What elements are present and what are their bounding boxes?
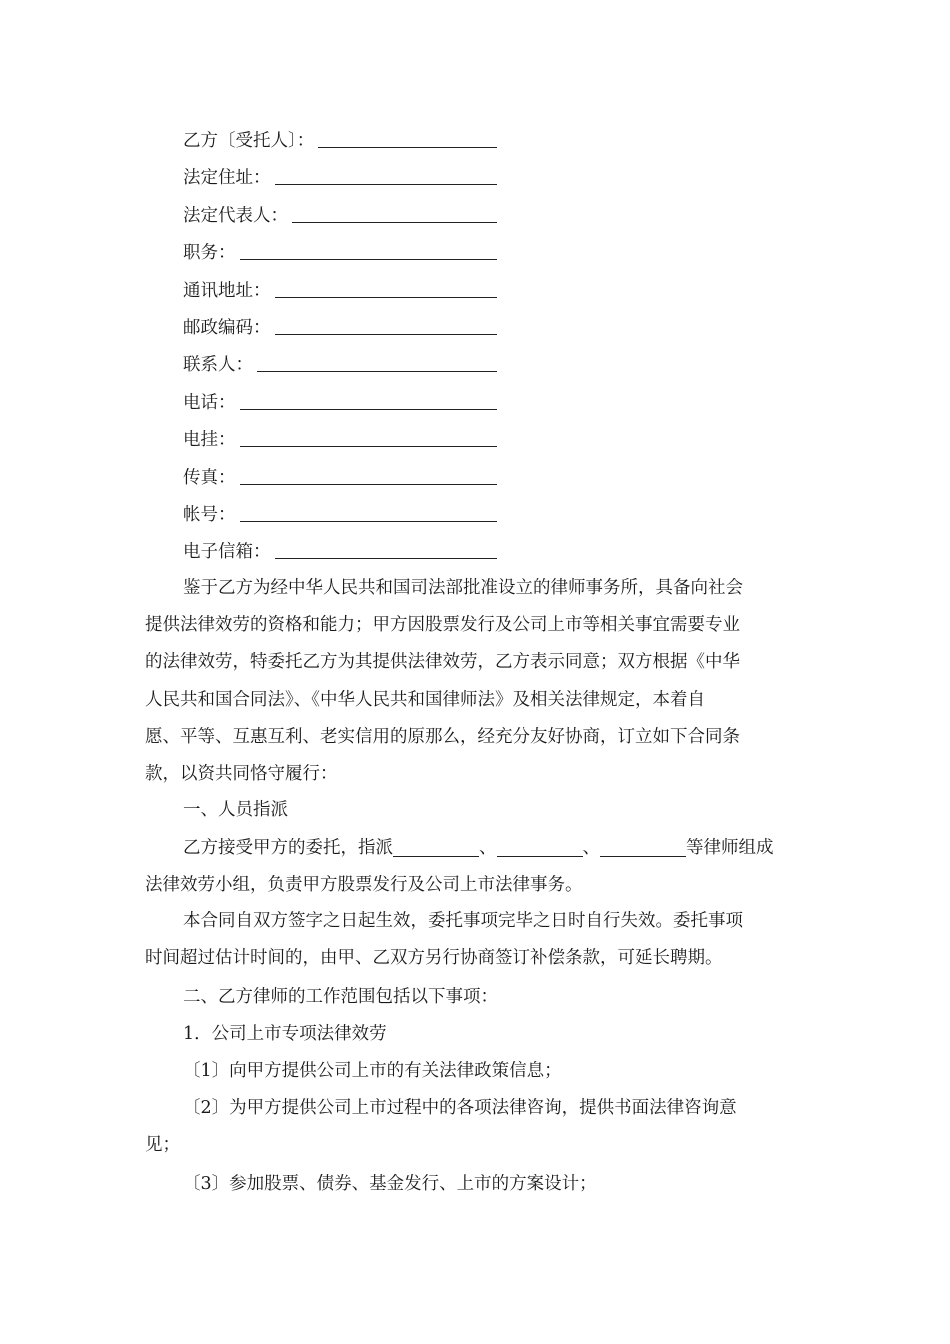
party-b-field-row: [183, 236, 497, 266]
party-b-field-row: [183, 274, 497, 304]
field-blank-line[interactable]: [275, 558, 497, 559]
recital-line: 人民共和国合同法》、《中华人民共和国律师法》及相关法律规定，本着自: [145, 689, 705, 710]
field-blank-line[interactable]: [240, 446, 497, 447]
field-label: 法定代表人：: [183, 205, 288, 226]
validity-line-1: 本合同自双方签字之日起生效，委托事项完毕之日时自行失效。委托事项: [183, 911, 743, 931]
field-label: 邮政编码：: [183, 318, 271, 338]
party-b-field-row: [183, 498, 497, 528]
field-label: 帐号：: [183, 505, 236, 525]
section-1-heading: 一、人员指派: [183, 800, 288, 820]
party-b-field-row: [183, 386, 497, 416]
field-blank-line[interactable]: [240, 521, 497, 522]
field-label: 电子信箱：: [183, 542, 271, 563]
party-b-field-row: [183, 124, 497, 154]
field-label: 乙方〔受托人〕：: [183, 131, 315, 151]
section-2-item-3: 〔3〕参加股票、债券、基金发行、上市的方案设计；: [183, 1174, 597, 1194]
recital-line: 提供法律效劳的资格和能力；甲方因股票发行及公司上市等相关事宜需要专业: [145, 615, 740, 636]
section-2-heading: 二、乙方律师的工作范围包括以下事项：: [183, 987, 498, 1007]
section-2-item-1: 〔1〕向甲方提供公司上市的有关法律政策信息；: [183, 1061, 562, 1081]
field-label: 法定住址：: [183, 168, 271, 189]
field-blank-line[interactable]: [292, 222, 497, 223]
field-label: 通讯地址：: [183, 280, 271, 301]
lawyer-2-blank[interactable]: [497, 838, 583, 857]
appointment-text: 乙方接受甲方的委托，指派: [183, 838, 393, 858]
field-label: 联系人：: [183, 355, 253, 376]
lawyer-3-blank[interactable]: [600, 838, 686, 857]
section-1-paragraph-1: [145, 830, 807, 904]
field-blank-line[interactable]: [318, 147, 497, 148]
section-2-item-2: [145, 1090, 807, 1164]
field-label: 电挂：: [183, 430, 236, 451]
recital-paragraph: [145, 570, 807, 793]
separator: 、: [582, 838, 600, 858]
party-b-field-row: [183, 348, 497, 378]
recital-line: 愿、平等、互惠互利、老实信用的原那么，经充分友好协商，订立如下合同条: [145, 726, 740, 747]
party-b-field-row: [183, 311, 497, 341]
party-b-field-row: [183, 199, 497, 229]
field-blank-line[interactable]: [240, 259, 497, 260]
item-2-line-1: 〔2〕为甲方提供公司上市过程中的各项法律咨询，提供书面法律咨询意: [183, 1098, 737, 1118]
party-b-field-row: [183, 423, 497, 453]
recital-line: 的法律效劳，特委托乙方为其提供法律效劳，乙方表示同意；双方根据《中华: [145, 652, 740, 673]
field-blank-line[interactable]: [275, 334, 497, 335]
field-blank-line[interactable]: [240, 409, 497, 410]
section-2-sub-1: 1．公司上市专项法律效劳: [183, 1024, 387, 1044]
field-label: 电话：: [183, 392, 236, 413]
recital-line: 鉴于乙方为经中华人民共和国司法部批准设立的律师事务所，具备向社会: [183, 578, 743, 598]
field-label: 职务：: [183, 243, 236, 264]
appointment-line-2: 法律效劳小组，负责甲方股票发行及公司上市法律事务。: [145, 875, 583, 896]
field-blank-line[interactable]: [257, 371, 497, 372]
section-1-paragraph-2: [145, 903, 807, 977]
field-blank-line[interactable]: [240, 484, 497, 485]
validity-line-2: 时间超过估计时间的，由甲、乙双方另行协商签订补偿条款，可延长聘期。: [145, 948, 723, 969]
separator: 、: [479, 838, 497, 858]
party-b-field-row: [183, 161, 497, 191]
lawyer-1-blank[interactable]: [393, 838, 479, 857]
party-b-field-row: [183, 535, 497, 565]
field-blank-line[interactable]: [275, 297, 497, 298]
item-2-line-2: 见；: [145, 1135, 180, 1156]
field-blank-line[interactable]: [275, 184, 497, 185]
party-b-field-row: [183, 461, 497, 491]
recital-line: 款，以资共同恪守履行：: [145, 764, 338, 785]
appointment-text-end: 等律师组成: [686, 838, 774, 858]
field-label: 传真：: [183, 467, 236, 488]
